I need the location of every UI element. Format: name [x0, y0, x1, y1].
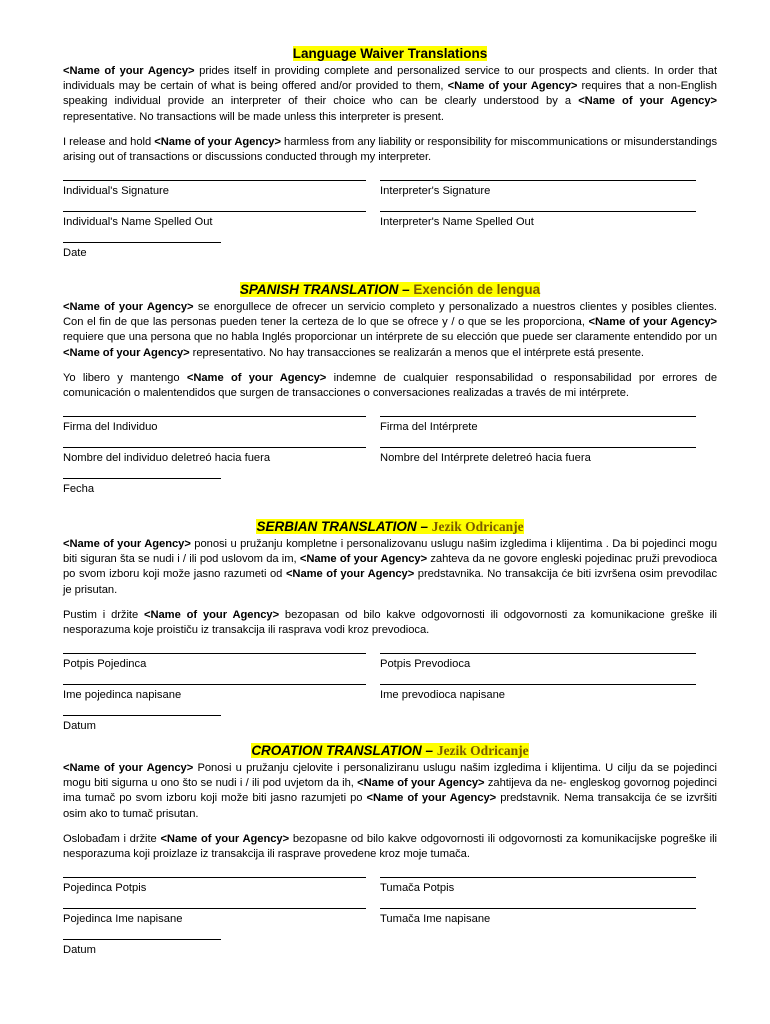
intro-paragraph — [63, 300, 717, 361]
release-paragraph — [63, 832, 717, 862]
interpreter-signature-line[interactable] — [380, 877, 696, 895]
interpreter-signature-label: Firma del Intérprete — [380, 421, 478, 434]
interpreter-name-label: Nombre del Intérprete deletreó hacia fuera — [380, 452, 591, 465]
section-serbian — [63, 519, 717, 738]
paragraph-text: requires that a non-English speaking individual provide an interpreter of their choice who can be clearly understood by a — [63, 80, 717, 108]
release-paragraph — [63, 135, 717, 165]
paragraph-text: requiere que una persona que no habla Inglés proporcionar un intérprete de su elección que puede ser claramente entendido por un — [63, 331, 717, 344]
title-separator: – — [421, 743, 437, 758]
individual-name-label: Nombre del individuo deletreó hacia fuera — [63, 452, 271, 465]
agency-placeholder: <Name of your Agency> — [63, 538, 191, 550]
date-label: Date — [63, 247, 87, 260]
title-separator: – — [416, 519, 432, 534]
intro-paragraph — [63, 537, 717, 598]
date-line[interactable] — [63, 242, 221, 260]
date-label: Datum — [63, 944, 96, 957]
date-line[interactable] — [63, 939, 221, 957]
interpreter-signature-label: Potpis Prevodioca — [380, 658, 471, 671]
interpreter-signature-line[interactable] — [380, 653, 696, 671]
title-main: SERBIAN TRANSLATION — [256, 519, 417, 534]
agency-placeholder: <Name of your Agency> — [63, 346, 190, 359]
agency-placeholder: <Name of your Agency> — [285, 568, 415, 581]
individual-signature-label: Individual's Signature — [63, 185, 169, 198]
individual-signature-line[interactable] — [63, 653, 366, 671]
individual-name-line[interactable] — [63, 908, 366, 926]
interpreter-name-line[interactable] — [380, 447, 696, 465]
paragraph-text: prides itself in providing complete and personalized service to our prospects and clients. In order that individuals may be certain of what is being offered and/or provided to them, — [63, 65, 717, 93]
paragraph-text: indemne de cualquier responsabilidad o responsabilidad por errores de comunicación o malentendidos que surgen de transacciones o conversaciones realizadas a través de mi intérprete. — [63, 371, 717, 400]
date-line[interactable] — [63, 715, 221, 733]
title-translation: Jezik Odricanje — [431, 519, 524, 534]
individual-signature-label: Firma del Individuo — [63, 421, 158, 434]
interpreter-name-label: Interpreter's Name Spelled Out — [380, 216, 534, 229]
release-paragraph — [63, 608, 717, 638]
date-label: Fecha — [63, 483, 95, 496]
title-separator: – — [398, 282, 414, 297]
individual-signature-label: Pojedinca Potpis — [63, 882, 147, 895]
individual-name-label: Individual's Name Spelled Out — [63, 216, 213, 229]
agency-placeholder: <Name of your Agency> — [447, 80, 578, 93]
individual-name-line[interactable] — [63, 684, 366, 702]
paragraph-text: representativo. No hay transacciones se realizarán a menos que el intérprete está presente. — [189, 346, 644, 359]
section-title — [63, 743, 717, 759]
agency-placeholder: <Name of your Agency> — [63, 65, 195, 77]
agency-placeholder: <Name of your Agency> — [578, 95, 717, 108]
paragraph-text: Pustim i držite — [63, 608, 144, 621]
paragraph-text: bezopasan od bilo kakve odgovornosti ili odgovornosti za komunikacione greške ili nesporazuma koje proističu iz transakcija ili rasprava vodi kroz prevodioca. — [63, 608, 717, 637]
agency-placeholder: <Name of your Agency> — [160, 832, 290, 845]
paragraph-text: harmless from any liability or responsibility for miscommunications or misunderstandings arising out of transactions or discussions conducted through my interpreter. — [63, 135, 717, 164]
title-main: SPANISH TRANSLATION — [239, 282, 399, 297]
intro-paragraph — [63, 64, 717, 125]
signature-block — [63, 862, 717, 962]
agency-placeholder: <Name of your Agency> — [154, 135, 281, 148]
section-croatian — [63, 743, 717, 962]
signature-block — [63, 401, 717, 501]
individual-name-line[interactable] — [63, 211, 366, 229]
individual-signature-line[interactable] — [63, 877, 366, 895]
individual-name-label: Pojedinca Ime napisane — [63, 913, 183, 926]
title-main: CROATION TRANSLATION — [251, 743, 422, 758]
interpreter-signature-label: Tumača Potpis — [380, 882, 455, 895]
date-line[interactable] — [63, 478, 221, 496]
title-translation: Jezik Odricanje — [436, 743, 529, 758]
paragraph-text: zahteva da ne govore engleski pojedinac pruži prevodioca po svom izboru koji može jasno razumeti od — [63, 553, 717, 581]
paragraph-text: representative. No transactions will be made unless this interpreter is present. — [63, 110, 444, 123]
paragraph-text: ponosi u pružanju kompletne i personalizovanu uslugu našim izgledima i klijentima . Da bi pojedinci mogu biti siguran šta se nudi i / ili pod uslovom da im, — [63, 538, 717, 566]
interpreter-name-line[interactable] — [380, 908, 696, 926]
section-title — [63, 282, 717, 298]
agency-placeholder: <Name of your Agency> — [366, 792, 497, 805]
release-paragraph — [63, 371, 717, 401]
interpreter-name-label: Ime prevodioca napisane — [380, 689, 506, 702]
interpreter-name-line[interactable] — [380, 684, 696, 702]
agency-placeholder: <Name of your Agency> — [63, 301, 194, 313]
agency-placeholder: <Name of your Agency> — [299, 553, 428, 566]
individual-name-label: Ime pojedinca napisane — [63, 689, 182, 702]
paragraph-text: predstavnika. No transakcija će biti izvršena osim prevodilac je prisutan. — [63, 568, 717, 596]
individual-signature-line[interactable] — [63, 416, 366, 434]
interpreter-signature-line[interactable] — [380, 416, 696, 434]
section-spanish — [63, 282, 717, 501]
signature-block — [63, 165, 717, 265]
interpreter-name-label: Tumača Ime napisane — [380, 913, 491, 926]
agency-placeholder: <Name of your Agency> — [186, 371, 327, 384]
paragraph-text: I release and hold — [63, 135, 155, 148]
paragraph-text: Oslobađam i držite — [63, 832, 161, 845]
interpreter-name-line[interactable] — [380, 211, 696, 229]
section-title — [63, 519, 717, 535]
section-english — [63, 46, 717, 265]
agency-placeholder: <Name of your Agency> — [63, 762, 194, 774]
section-title — [63, 46, 717, 62]
intro-paragraph — [63, 761, 717, 822]
individual-signature-label: Potpis Pojedinca — [63, 658, 147, 671]
agency-placeholder: <Name of your Agency> — [357, 777, 485, 790]
individual-name-line[interactable] — [63, 447, 366, 465]
paragraph-text: se enorgullece de ofrecer un servicio completo y personalizado a nuestros clientes y posibles clientes. Con el fin de que las personas pueden tener la certeza de lo que se ofrece y / o que se les proporciona, — [63, 301, 717, 329]
title-main: Language Waiver Translations — [292, 46, 488, 61]
agency-placeholder: <Name of your Agency> — [144, 608, 280, 621]
paragraph-text: bezopasne od bilo kakve odgovornosti ili odgovornosti za komunikacijske pogreške ili nesporazuma koji proizlaze iz transakcija ili rasprave provedene kroz moje tumača. — [63, 832, 717, 861]
agency-placeholder: <Name of your Agency> — [588, 316, 717, 329]
date-label: Datum — [63, 720, 96, 733]
paragraph-text: Yo libero y mantengo — [63, 371, 187, 384]
title-translation: Exención de lengua — [413, 282, 541, 297]
paragraph-text: predstavnik. Nema transakcija će se izvršiti osim ako to tumač prisutan. — [63, 792, 717, 820]
individual-signature-line[interactable] — [63, 180, 366, 198]
interpreter-signature-label: Interpreter's Signature — [380, 185, 491, 198]
signature-block — [63, 638, 717, 738]
paragraph-text: Ponosi u pružanju cjelovite i personaliziranu uslugu našim izgledima i klijentima. U cilju da se pojedinci mogu biti sigurna u ono što se nudi i / ili pod uvjetom da ih, — [63, 762, 717, 790]
paragraph-text: zahtijeva da ne- engleskog govornog pojedinci ima tumač po svom izboru koji može biti jasno razumjeti po — [63, 777, 717, 805]
interpreter-signature-line[interactable] — [380, 180, 696, 198]
